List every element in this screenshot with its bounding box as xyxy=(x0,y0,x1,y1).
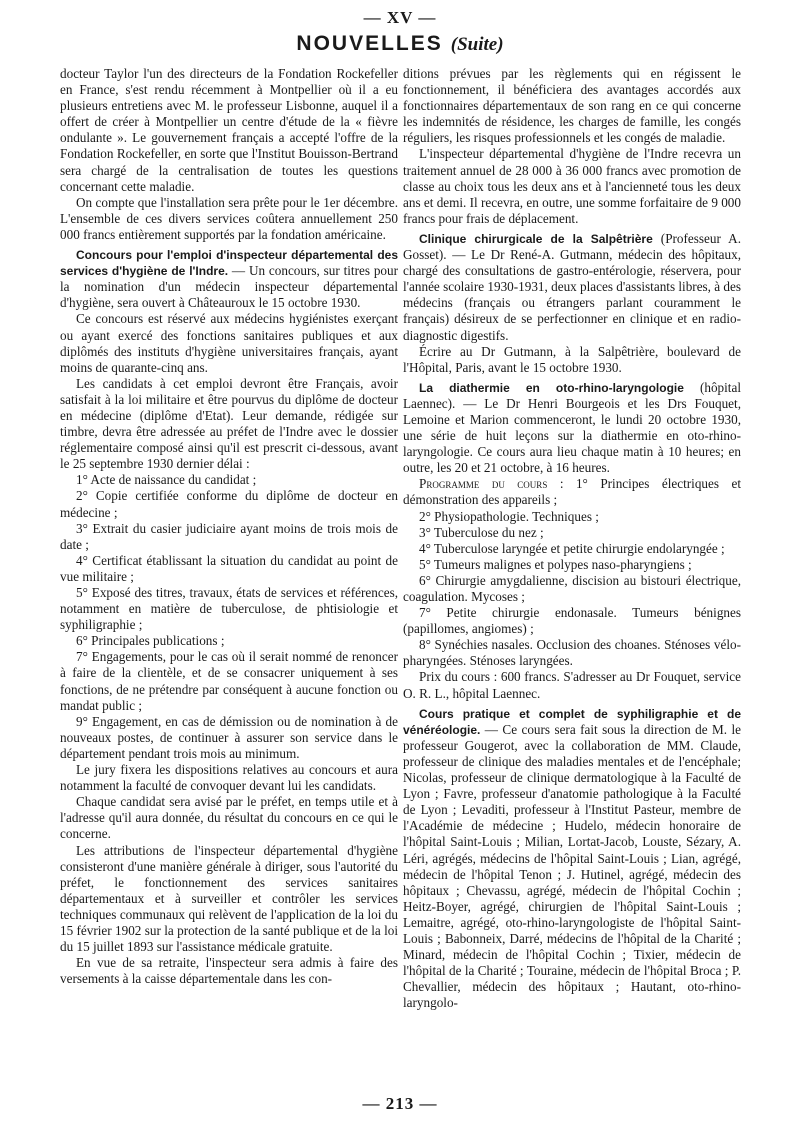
paragraph: Écrire au Dr Gutmann, à la Salpêtrière, boulevard de l'Hôpital, Paris, avant le 15 octobre 1930. xyxy=(403,343,741,375)
list-item: 2° Copie certifiée conforme du diplôme de docteur en médecine ; xyxy=(60,488,398,520)
concours-paragraph xyxy=(60,247,398,311)
list-item: 4° Tuberculose laryngée et petite chirurgie endolaryngée ; xyxy=(419,540,725,556)
paragraph: L'inspecteur départemental d'hygiène de l'Indre recevra un traitement annuel de 28 000 à 36 000 francs avec promotion de classe au choix tous les deux ans et à l'ancienneté tous les deux ans et demi. Il recevra, en outre, une somme forfaitaire de 9 000 francs pour frais de déplacement. xyxy=(403,146,741,226)
list-item: 5° Tumeurs malignes et polypes naso-pharyngiens ; xyxy=(419,556,692,572)
programme-text: : 1° Principes électriques et démonstration des appareils ; xyxy=(403,476,741,508)
list-item: 9° Engagement, en cas de démission ou de nomination à de nouveaux postes, de continuer à assurer son service dans le département pendant trois mois au minimum. xyxy=(60,713,398,761)
list-item: 7° Petite chirurgie endonasale. Tumeurs bénignes (papillomes, angiomes) ; xyxy=(403,605,741,637)
list-item: 3° Tuberculose du nez ; xyxy=(419,524,544,540)
section-text: (Professeur A. Gosset). — Le Dr René-A. Gutmann, médecin des hôpitaux, chargé des consultations de gastro-entérologie, réservera, pour l'année scolaire 1930-1931, deux places d'assistants libres, à des médecins (français ou étrangers parlant couramment le français) désireux de se perfectionner en clinique et en radio-diagnostic digestifs. xyxy=(403,230,742,343)
left-column xyxy=(60,66,398,987)
programme-label: Programme du cours xyxy=(419,476,548,492)
paragraph: Prix du cours : 600 francs. S'adresser au Dr Fouquet, service O. R. L., hôpital Laennec. xyxy=(403,669,741,701)
programme-paragraph xyxy=(403,476,741,508)
list-item: 4° Certificat établissant la situation du candidat au point de vue militaire ; xyxy=(60,552,398,584)
section-text: — Ce cours sera fait sous la direction de M. le professeur Gougerot, avec la collaboration de MM. Claude, professeur de clinique des maladies mentales et de l'encéphale; Nicolas, professeur de clinique dermatologique à la Faculté de Lyon ; Favre, professeur d'anatomie pathologique à la Faculté de Lyon ; Levaditi, professeur à l'Institut Pasteur, membre de l'Académie de médecine ; Hudelo, médecin honoraire de l'hôpital Saint-Louis ; Milian, Lortat-Jacob, Louste, Sézary, A. Léri, agrégés, médecins de l'hôpital Saint-Louis ; Lian, agrégé, médecin de l'hôpital Tenon ; J. Hutinel, agrégé, médecin des hôpitaux ; Chevassu, agrégé, médecin de l'hôpital Cochin ; Heitz-Boyer, agrégé, chirurgien de l'hôpital Saint-Louis ; Lemaitre, agrégé, oto-rhino-laryngologiste de l'hôpital Saint-Louis ; Babonneix, Darré, médecins de l'hôpital de la Charité ; Minard, médecin de l'hôpital Cochin ; Tixier, médecin de l'hôpital de la Charité ; Touraine, médecin de l'hôpital Broca ; P. Chevallier, médecin des hôpitaux ; Hautant, oto-rhino-laryngolo- xyxy=(403,721,741,1011)
list-item: 6° Principales publications ; xyxy=(76,633,225,649)
page-subtitle: (Suite) xyxy=(450,34,504,55)
paragraph: On compte que l'installation sera prête pour le 1er décembre. L'ensemble de ces divers services coûtera annuellement 250 000 francs entièrement supportés par la fondation américaine. xyxy=(60,194,398,242)
page-number: — 213 — xyxy=(362,1094,438,1113)
paragraph: Chaque candidat sera avisé par le préfet, en temps utile et à l'adresse qu'il aura donnée, du résultat du concours en ce qui le concerne. xyxy=(60,794,398,842)
paragraph: En vue de sa retraite, l'inspecteur sera admis à faire des versements à la caisse départementale dans les con- xyxy=(60,955,398,987)
list-item: 6° Chirurgie amygdalienne, discision au bistouri électrique, coagulation. Mycoses ; xyxy=(403,572,741,604)
clinique-paragraph xyxy=(403,231,741,344)
list-item: 3° Extrait du casier judiciaire ayant moins de trois mois de date ; xyxy=(60,520,398,552)
paragraph: Les attributions de l'inspecteur départemental d'hygiène consisteront d'une manière générale à diriger, sous l'autorité du préfet, le fonctionnement des services sanitaires départementaux et à surveiller et contrôler les services techniques communaux qui relèvent de l'application de la loi du 15 février 1902 sur la protection de la santé publique et de la loi du 15 juillet 1893 sur l'assistance médicale gratuite. xyxy=(60,842,398,955)
section-heading: Clinique chirurgicale de la Salpêtrière xyxy=(419,231,653,246)
list-item: 7° Engagements, pour le cas où il serait nommé de renoncer à faire de la clientèle, et de se consacrer uniquement à ses fonctions, de ne prétendre par conséquent à aucune fonction ou mandat public ; xyxy=(60,649,398,713)
diathermie-paragraph xyxy=(403,380,741,477)
list-item: 5° Exposé des titres, travaux, états de services et références, notamment en matière de tuberculose, de phtisiologie et syphiligraphie ; xyxy=(60,585,398,633)
section-text: — Un concours, sur titres pour la nomination d'un médecin inspecteur départemental d'hygiène, sera ouvert à Châteauroux le 15 octobre 1930. xyxy=(60,263,398,311)
paragraph: Le jury fixera les dispositions relatives au concours et aura notamment la faculté de convoquer devant lui les candidats. xyxy=(60,762,398,794)
section-folio: — XV — xyxy=(363,8,437,27)
right-column xyxy=(403,66,741,1011)
paragraph: ditions prévues par les règlements qui en régissent le fonctionnement, il bénéficiera des avantages accordés aux fonctionnaires départementaux de son rang en ce qui concerne les indemnités de résidence, les charges de famille, les congés réguliers, les risques professionnels et les congés de maladie. xyxy=(403,66,741,146)
section-heading: Cours pratique et complet de syphiligraphie et de vénéréologie. xyxy=(403,706,741,737)
list-item: 2° Physiopathologie. Techniques ; xyxy=(419,508,599,524)
cours-paragraph xyxy=(403,706,741,1012)
list-item: 8° Synéchies nasales. Occlusion des choanes. Sténoses vélo-pharyngées. Sténoses laryngées. xyxy=(403,637,741,669)
list-item: 1° Acte de naissance du candidat ; xyxy=(76,472,257,488)
section-heading: Concours pour l'emploi d'inspecteur départemental des services d'hygiène de l'Indre. xyxy=(60,248,398,279)
page-title: NOUVELLES xyxy=(296,32,443,55)
paragraph: Les candidats à cet emploi devront être Français, avoir satisfait à la loi militaire et être pourvus du diplôme de docteur en médecine (diplôme d'Etat). Leur demande, rédigée sur timbre, devra être adressée au préfet de l'Indre avec le dossier réglementaire composé ainsi qu'il est prescrit ci-dessous, avant le 25 septembre 1930 dernier délai : xyxy=(60,375,398,472)
section-heading: La diathermie en oto-rhino-laryngologie xyxy=(419,380,684,395)
page-header xyxy=(0,32,800,56)
paragraph: Ce concours est réservé aux médecins hygiénistes exerçant ou ayant exercé des fonctions sanitaires publiques et aux diplômés des instituts d'hygiène universitaires français, ayant moins de quarante-cinq ans. xyxy=(60,311,398,375)
section-text: (hôpital Laennec). — Le Dr Henri Bourgeois et les Drs Fouquet, Lemoine et Marion commenceront, le lundi 20 octobre 1930, une série de huit leçons sur la diathermie en oto-rhino-laryngologie. Ce cours aura lieu chaque matin à 10 heures; en outre, les 20 et 21 octobre, à 16 heures. xyxy=(403,379,741,476)
paragraph: docteur Taylor l'un des directeurs de la Fondation Rockefeller en France, s'est rendu récemment à Montpellier où il a eu plusieurs entretiens avec M. le professeur Lisbonne, auquel il a offert de créer à Montpellier un centre d'étude de la « fièvre ondulante ». Le gouvernement français a accepté l'offre de la Fondation Rockefeller, en sorte que l'Institut Bouisson-Bertrand sera chargé de la centralisation de toutes les questions concernant cette maladie. xyxy=(60,66,398,194)
